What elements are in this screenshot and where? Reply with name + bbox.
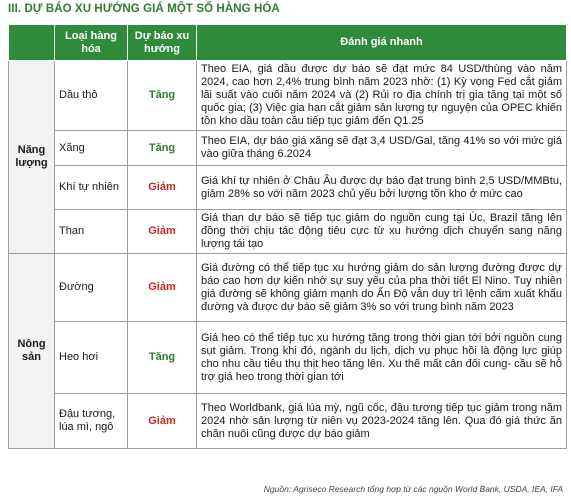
- commodity-name: Đường: [55, 254, 128, 322]
- commodity-name: Heo hơi: [55, 322, 128, 394]
- commodity-name: Than: [55, 210, 128, 254]
- forecast-badge: Giảm: [128, 254, 197, 322]
- header-commodity: Loại hàng hóa: [55, 25, 128, 61]
- commodity-name: Đậu tương, lúa mì, ngô: [55, 394, 128, 449]
- table-row: [9, 210, 567, 254]
- header-blank: [9, 25, 55, 61]
- assessment-text: Giá heo có thể tiếp tục xu hướng tăng trong thời gian tới bởi nguồn cung sụt giảm. Trong khi đó, ngành du lịch, dịch vụ phục hồi là động lực giúp cho nhu cầu tiêu thụ thịt heo tăng lên. Xu thế mất cân đối cung- cầu sẽ hỗ trợ giá heo trong thời gian tới: [197, 322, 567, 394]
- assessment-text: Giá khí tự nhiên ở Châu Âu được dự báo đạt trung bình 2,5 USD/MMBtu, giảm 28% so với năm 2023 chủ yếu bởi lượng tồn kho ở mức cao: [197, 166, 567, 210]
- table-header-row: [9, 25, 567, 61]
- assessment-text: Theo EIA, giá dầu được dự báo sẽ đạt mức 84 USD/thùng vào năm 2024, cao hơn 2,4% trung bình năm 2023 nhờ: (1) Kỳ vọng Fed cắt giảm lãi suất vào cuối năm 2024 và (2) Rủi ro địa chính trị gia tăng tại một số quốc gia; (3) Việc gia hạn cắt giảm sản lượng tự nguyện của OPEC khiến tồn kho dầu toàn cầu tiếp tục giảm đến Q1.25: [197, 61, 567, 131]
- forecast-badge: Giảm: [128, 166, 197, 210]
- assessment-text: Theo Worldbank, giá lúa mỳ, ngũ cốc, đậu tương tiếp tục giảm trong năm 2024 nhờ sản lượng từ niên vụ 2023-2024 tăng lên. Qua đó giá thức ăn chăn nuôi cũng được dự báo giảm: [197, 394, 567, 449]
- commodity-name: Dầu thô: [55, 61, 128, 131]
- table-row: [9, 61, 567, 131]
- commodity-forecast-table: [8, 24, 567, 449]
- header-assessment: Đánh giá nhanh: [197, 25, 567, 61]
- group-label-energy: Năng lượng: [9, 61, 55, 254]
- section-title: III. DỰ BÁO XU HƯỚNG GIÁ MỘT SỐ HÀNG HÓA: [8, 3, 280, 15]
- table-row: [9, 131, 567, 166]
- commodity-name: Xăng: [55, 131, 128, 166]
- forecast-badge: Tăng: [128, 131, 197, 166]
- source-note: Nguồn: Agriseco Research tổng hợp từ các nguồn World Bank, USDA, IEA, IFA: [263, 484, 563, 494]
- forecast-badge: Tăng: [128, 61, 197, 131]
- assessment-text: Theo EIA, dự báo giá xăng sẽ đạt 3,4 USD/Gal, tăng 41% so với mức giá vào giữa tháng 6.2024: [197, 131, 567, 166]
- forecast-badge: Giảm: [128, 210, 197, 254]
- table-row: [9, 322, 567, 394]
- commodity-name: Khí tự nhiên: [55, 166, 128, 210]
- assessment-text: Giá than dự báo sẽ tiếp tục giảm do nguồn cung tại Úc, Brazil tăng lên đồng thời chịu tác động tiêu cực từ xu hướng dịch chuyển sang năng lượng tái tạo: [197, 210, 567, 254]
- group-label-agriculture: Nông sản: [9, 254, 55, 449]
- forecast-badge: Tăng: [128, 322, 197, 394]
- table-row: [9, 254, 567, 322]
- forecast-badge: Giảm: [128, 394, 197, 449]
- table-row: [9, 394, 567, 449]
- assessment-text: Giá đường có thể tiếp tục xu hướng giảm do sản lượng đường được dự báo cao hơn dự kiến nhờ sự suy yếu của pha thời tiết El Nino. Tuy nhiên giá đường sẽ không giảm mạnh do Ấn Độ vẫn duy trì lệnh cấm xuất khẩu đường và được dự báo sẽ giảm 3% so với trung bình năm 2023: [197, 254, 567, 322]
- header-forecast: Dự báo xu hướng: [128, 25, 197, 61]
- table-row: [9, 166, 567, 210]
